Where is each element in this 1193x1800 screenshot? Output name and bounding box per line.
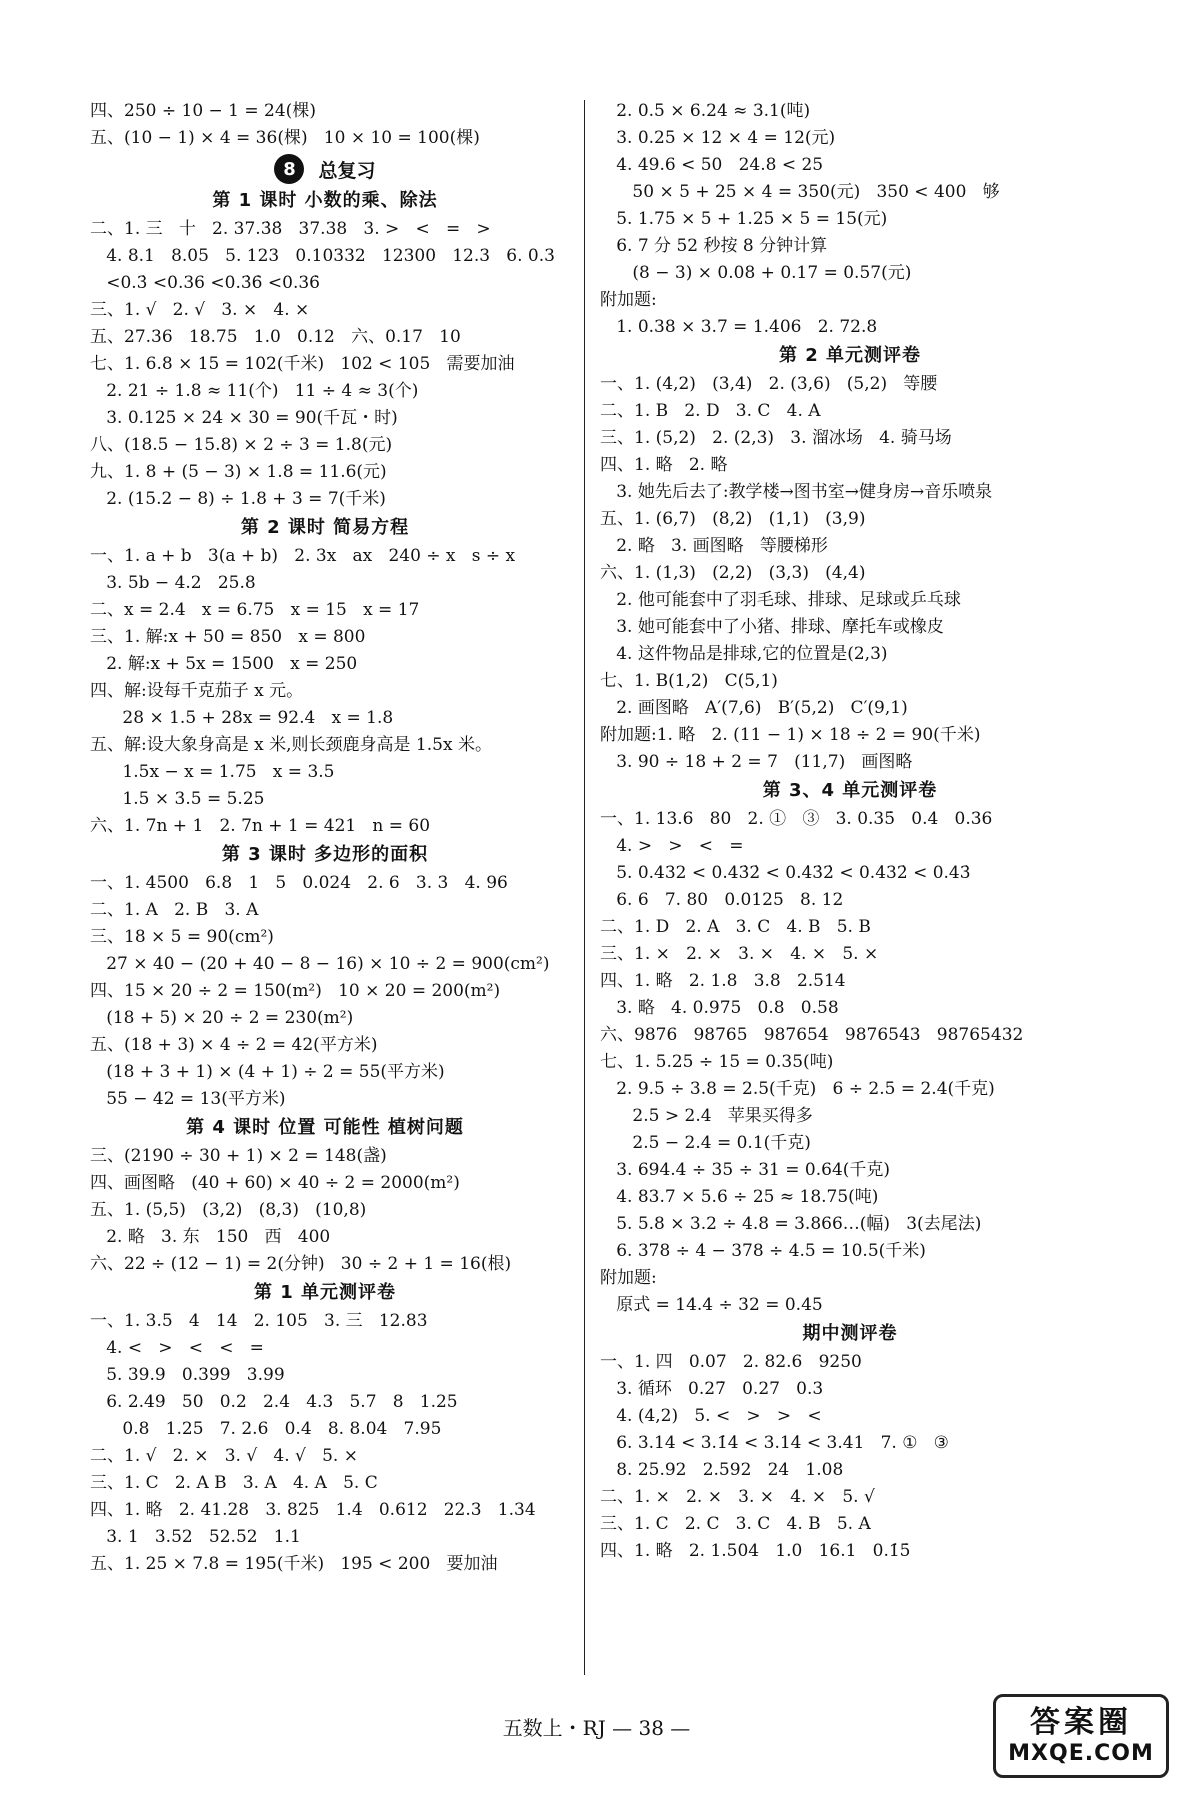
answer-line: (8 − 3) × 0.08 + 0.17 = 0.57(元) [600, 263, 912, 283]
answer-line: 3. 循环 0.27̇ 0.27 0.3 [600, 1379, 824, 1399]
chapter-title: 总复习 [318, 159, 376, 182]
answer-line: 二、1. B 2. D 3. C 4. A [600, 401, 821, 421]
answer-line: 二、1. √ 2. × 3. √ 4. √ 5. × [90, 1446, 358, 1466]
watermark-logo [993, 1694, 1169, 1778]
answer-line: 三、1. 解:x + 50 = 850 x = 800 [90, 627, 366, 647]
answer-line: (18 + 3 + 1) × (4 + 1) ÷ 2 = 55(平方米) [90, 1062, 445, 1082]
answer-line: 1.5 × 3.5 = 5.25 [90, 789, 265, 809]
answer-line: 3. 她先后去了:教学楼→图书室→健身房→音乐喷泉 [600, 482, 993, 502]
answer-line: 五、1. 25 × 7.8 = 195(千米) 195 < 200 要加油 [90, 1554, 498, 1574]
answer-line: 5. 0.432 < 0.43̇2̇ < 0.4̇3̇2̇ < 0.4̇32̇ < 0.43̇ [600, 863, 971, 883]
answer-line: 4. 这件物品是排球,它的位置是(2,3) [600, 644, 888, 664]
answer-line: 3. 1 3.52 52.52 1.1 [90, 1527, 301, 1547]
answer-line: 1.5x − x = 1.75 x = 3.5 [90, 762, 335, 782]
chapter-number-badge: 8 [274, 154, 304, 184]
answer-line: 一、1. 四 0.07 2. 82.6 9250 [600, 1352, 862, 1372]
answer-line: 6. 7 分 52 秒按 8 分钟计算 [600, 236, 828, 256]
answer-line: 三、1. √ 2. √ 3. × 4. × [90, 300, 310, 320]
right-column [600, 98, 1100, 1565]
answer-line: 三、1. × 2. × 3. × 4. × 5. × [600, 944, 879, 964]
answer-line: 2. 略 3. 东 150 西 400 [90, 1227, 331, 1247]
answer-line: 二、1. A 2. B 3. A [90, 900, 259, 920]
answer-line: 4. (4,2) 5. < > > < [600, 1406, 822, 1426]
answer-line: 5. 5.8 × 3.2 ÷ 4.8 = 3.866…(幅) 3(去尾法) [600, 1214, 982, 1234]
column-divider [584, 100, 585, 1675]
answer-line: 三、1. C 2. C 3. C 4. B 5. A [600, 1514, 871, 1534]
answer-line: 28 × 1.5 + 28x = 92.4 x = 1.8 [90, 708, 394, 728]
answer-line: 六、1. 7n + 1 2. 7n + 1 = 421 n = 60 [90, 816, 431, 836]
answer-line: 2. 画图略 A′(7,6) B′(5,2) C′(9,1) [600, 698, 908, 718]
answer-line: 四、15 × 20 ÷ 2 = 150(m²) 10 × 20 = 200(m²) [90, 981, 501, 1001]
answer-line: 二、1. 三 十 2. 37.3̇8̇ 37.38 3. > < = > [90, 219, 491, 239]
answer-line: 二、1. × 2. × 3. × 4. × 5. √ [600, 1487, 875, 1507]
answer-line: 1. 0.38 × 3.7 = 1.406 2. 72.8 [600, 317, 878, 337]
watermark-url: MXQE.COM [1008, 1741, 1154, 1766]
answer-line: 四、250 ÷ 10 − 1 = 24(棵) [90, 101, 316, 121]
answer-line: 四、1. 略 2. 1.504 1.0 16.1 0.1̇5̇ [600, 1541, 911, 1561]
answer-line: 五、27.36 18.75 1.0 0.12 六、0.17 10 [90, 327, 461, 347]
answer-line: 六、9876 98765 987654 9876543 98765432 [600, 1025, 1024, 1045]
page-footer: 五数上・RJ — 38 — [502, 1716, 691, 1740]
answer-line: 2.5 − 2.4 = 0.1(千克) [600, 1133, 811, 1153]
answer-line: 一、1. 3.5 4 14 2. 105 3. 三 12.83 [90, 1311, 428, 1331]
answer-line: 27 × 40 − (20 + 40 − 8 − 16) × 10 ÷ 2 = 900(cm²) [90, 954, 550, 974]
section-heading: 第 3 课时 多边形的面积 [221, 844, 429, 865]
answer-line: 三、1. (5,2) 2. (2,3) 3. 溜冰场 4. 骑马场 [600, 428, 952, 448]
answer-line: 2. 略 3. 画图略 等腰梯形 [600, 536, 828, 556]
section-heading: 第 1 单元测评卷 [253, 1282, 397, 1303]
answer-line: (18 + 5) × 20 ÷ 2 = 230(m²) [90, 1008, 354, 1028]
answer-line: 2. 21 ÷ 1.8 ≈ 11(个) 11 ÷ 4 ≈ 3(个) [90, 381, 419, 401]
answer-line: 6. 378 ÷ 4 − 378 ÷ 4.5 = 10.5(千米) [600, 1241, 926, 1261]
answer-line: <0.3̇ <0.36 <0.3̇6̇ <0.36̇ [90, 273, 320, 293]
answer-line: 2. 0.5 × 6.24 ≈ 3.1(吨) [600, 101, 811, 121]
answer-line: 四、1. 略 2. 1.8 3.8 2.514 [600, 971, 846, 991]
answer-line: 2. (15.2 − 8) ÷ 1.8 + 3 = 7(千米) [90, 489, 386, 509]
answer-line: 4. 8.1 8.05 5. 123 0.10332 12300 12.3 6. 0.3 [90, 246, 555, 266]
answer-line: 2. 解:x + 5x = 1500 x = 250 [90, 654, 358, 674]
section-heading: 期中测评卷 [802, 1323, 898, 1344]
answer-line: 六、22 ÷ (12 − 1) = 2(分钟) 30 ÷ 2 + 1 = 16(根) [90, 1254, 512, 1274]
section-heading: 第 3、4 单元测评卷 [762, 780, 938, 801]
answer-line: 3. 5b − 4.2 25.8 [90, 573, 256, 593]
answer-line: 四、1. 略 2. 41.28 3. 825 1.4 0.612 22.3 1.34 [90, 1500, 536, 1520]
answer-line: 6. 2.49 50 0.2 2.4 4.3 5.7 8 1.25 [90, 1392, 458, 1412]
watermark-title: 答案圈 [1030, 1705, 1132, 1740]
answer-line: 三、1. C 2. A B 3. A 4. A 5. C [90, 1473, 378, 1493]
answer-line: 5. 39.9 0.399 3.99 [90, 1365, 285, 1385]
section-heading: 第 2 课时 简易方程 [240, 517, 410, 538]
answer-line: 三、18 × 5 = 90(cm²) [90, 927, 274, 947]
answer-line: 五、1. (6,7) (8,2) (1,1) (3,9) [600, 509, 866, 529]
answer-line: 3. 90 ÷ 18 + 2 = 7 (11,7) 画图略 [600, 752, 913, 772]
chapter-heading [90, 152, 560, 186]
section-heading: 第 4 课时 位置 可能性 植树问题 [186, 1117, 464, 1138]
answer-line: 50 × 5 + 25 × 4 = 350(元) 350 < 400 够 [600, 182, 1000, 202]
answer-line: 七、1. 6.8 × 15 = 102(千米) 102 < 105 需要加油 [90, 354, 515, 374]
answer-line: 6. 3.14 < 3.1̇4̇ < 3.14̇ < 3.41 7. ① ③ [600, 1433, 949, 1453]
answer-line: 一、1. 13.6 80 2. ① ③ 3. 0.35̇ 0.4 0.36 [600, 809, 993, 829]
answer-line: 附加题: [600, 1268, 657, 1288]
answer-line: 2. 他可能套中了羽毛球、排球、足球或乒乓球 [600, 590, 961, 610]
answer-line: 二、1. D 2. A 3. C 4. B 5. B [600, 917, 871, 937]
answer-line: 六、1. (1,3) (2,2) (3,3) (4,4) [600, 563, 866, 583]
answer-line: 4. < > < < = [90, 1338, 264, 1358]
answer-line: 2.5 > 2.4 苹果买得多 [600, 1106, 813, 1126]
section-heading: 第 1 课时 小数的乘、除法 [212, 190, 438, 211]
answer-line: 原式 = 14.4 ÷ 32 = 0.45 [600, 1295, 823, 1315]
answer-line: 四、画图略 (40 + 60) × 40 ÷ 2 = 2000(m²) [90, 1173, 460, 1193]
answer-line: 三、(2190 ÷ 30 + 1) × 2 = 148(盏) [90, 1146, 387, 1166]
answer-line: 2. 9.5 ÷ 3.8 = 2.5(千克) 6 ÷ 2.5 = 2.4(千克) [600, 1079, 995, 1099]
answer-line: 4. 49.6 < 50 24.8 < 25 [600, 155, 824, 175]
answer-line: 四、1. 略 2. 略 [600, 455, 728, 475]
left-column [90, 98, 560, 1578]
answer-line: 0.8 1.25 7. 2.6 0.4 8. 8.04 7.95 [90, 1419, 442, 1439]
answer-line: 3. 她可能套中了小猪、排球、摩托车或橡皮 [600, 617, 944, 637]
answer-line: 四、解:设每千克茄子 x 元。 [90, 681, 304, 701]
answer-line: 五、解:设大象身高是 x 米,则长颈鹿身高是 1.5x 米。 [90, 735, 492, 755]
answer-line: 附加题:1. 略 2. (11 − 1) × 18 ÷ 2 = 90(千米) [600, 725, 981, 745]
answer-line: 3. 0.125 × 24 × 30 = 90(千瓦・时) [90, 408, 398, 428]
answer-line: 55 − 42 = 13(平方米) [90, 1089, 286, 1109]
answer-line: 七、1. 5.25 ÷ 15 = 0.35(吨) [600, 1052, 834, 1072]
answer-line: 八、(18.5 − 15.8) × 2 ÷ 3 = 1.8(元) [90, 435, 393, 455]
answer-line: 五、(18 + 3) × 4 ÷ 2 = 42(平方米) [90, 1035, 378, 1055]
answer-line: 6. 6 7. 80 0.0125 8. 12 [600, 890, 844, 910]
answer-line: 五、(10 − 1) × 4 = 36(棵) 10 × 10 = 100(棵) [90, 128, 480, 148]
answer-line: 4. 83.7 × 5.6 ÷ 25 ≈ 18.75(吨) [600, 1187, 879, 1207]
answer-line: 一、1. (4,2) (3,4) 2. (3,6) (5,2) 等腰 [600, 374, 938, 394]
answer-line: 4. > > < = [600, 836, 744, 856]
answer-line: 二、x = 2.4 x = 6.75 x = 15 x = 17 [90, 600, 420, 620]
answer-line: 5. 1.75 × 5 + 1.25 × 5 = 15(元) [600, 209, 888, 229]
answer-line: 七、1. B(1,2) C(5,1) [600, 671, 778, 691]
section-heading: 第 2 单元测评卷 [778, 345, 922, 366]
answer-line: 一、1. 4500 6.8 1 5 0.024 2. 6 3. 3 4. 96 [90, 873, 508, 893]
answer-line: 五、1. (5,5) (3,2) (8,3) (10,8) [90, 1200, 367, 1220]
answer-line: 3. 694.4 ÷ 35 ÷ 31 = 0.64(千克) [600, 1160, 891, 1180]
answer-line: 3. 0.25 × 12 × 4 = 12(元) [600, 128, 836, 148]
answer-line: 附加题: [600, 290, 657, 310]
answer-line: 8. 25.92 2.592 24 1.08 [600, 1460, 844, 1480]
answer-line: 3. 略 4. 0.975 0.8 0.58 [600, 998, 839, 1018]
answer-line: 九、1. 8 + (5 − 3) × 1.8 = 11.6(元) [90, 462, 387, 482]
answer-line: 一、1. a + b 3(a + b) 2. 3x ax 240 ÷ x s ÷ x [90, 546, 516, 566]
